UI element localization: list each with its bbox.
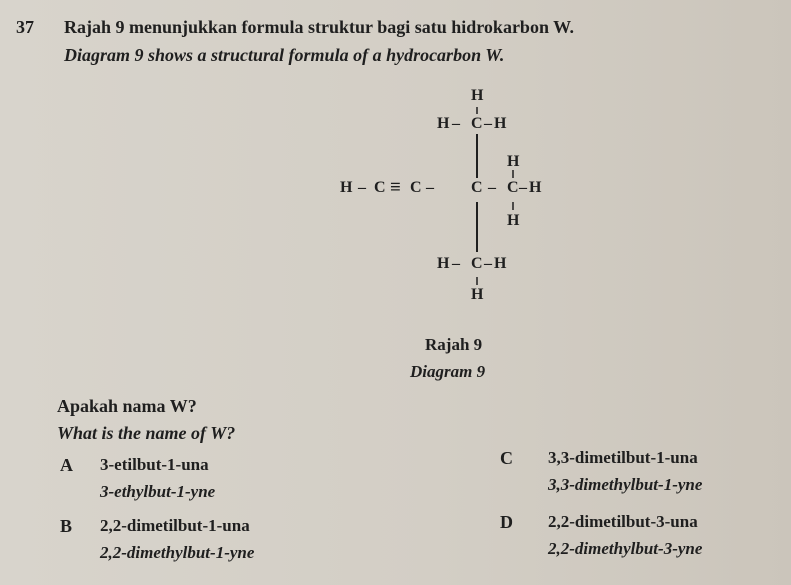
option-text-english: 2,2-dimethylbut-3-yne [548,539,703,558]
atom-h-top: H [471,87,484,104]
atom-c4: C [507,179,519,196]
option-text-english: 2,2-dimethylbut-1-yne [100,543,255,562]
bond-c2-c3: – [426,179,434,196]
atom-h-bottom-right: H [494,255,507,272]
atom-h-top-left: H [437,115,450,132]
option-letter: B [60,516,73,536]
option-text-malay: 2,2-dimetilbut-1-una [100,516,250,535]
prompt-malay: Apakah nama W? [57,396,197,416]
atom-h-terminal: H [340,179,353,196]
structural-formula [330,82,570,312]
bond-c3-c4: – [488,179,496,196]
atom-c-top: C [471,115,483,132]
bond-h-c1: – [358,179,366,196]
bond-top-left: – [452,115,460,132]
option-text-malay: 3-etilbut-1-una [100,455,209,474]
atom-h-top-right: H [494,115,507,132]
diagram-caption-malay: Rajah 9 [425,335,483,354]
bond-bottom-left: – [452,255,460,272]
option-text-malay: 3,3-dimetilbut-1-una [548,448,698,467]
atom-c1: C [374,179,386,196]
atom-c-bottom: C [471,255,483,272]
bond-c4-h: – [519,179,527,196]
atom-h-bottom-left: H [437,255,450,272]
question-stem-malay: Rajah 9 menunjukkan formula struktur bagi satu hidrokarbon W. [64,17,574,37]
option-letter: A [60,455,73,475]
diagram-caption-english: Diagram 9 [410,362,486,381]
atom-c3: C [471,179,483,196]
atom-h-c4-down: H [507,212,520,229]
atom-h-bottom: H [471,286,484,303]
triple-bond: ≡ [390,177,401,198]
question-stem-english: Diagram 9 shows a structural formula of a hydrocarbon W. [64,45,505,65]
option-text-malay: 2,2-dimetilbut-3-una [548,512,698,531]
question-number: 37 [16,17,34,37]
atom-c2: C [410,179,422,196]
option-letter: C [500,448,513,468]
bond-top-right: – [484,115,492,132]
atom-h-right: H [529,179,542,196]
prompt-english: What is the name of W? [57,423,236,443]
option-text-english: 3-ethylbut-1-yne [100,482,216,501]
bond-bottom-right: – [484,255,492,272]
option-letter: D [500,512,513,532]
bond-lines [330,82,570,312]
atom-h-c4-up: H [507,153,520,170]
option-text-english: 3,3-dimethylbut-1-yne [548,475,703,494]
